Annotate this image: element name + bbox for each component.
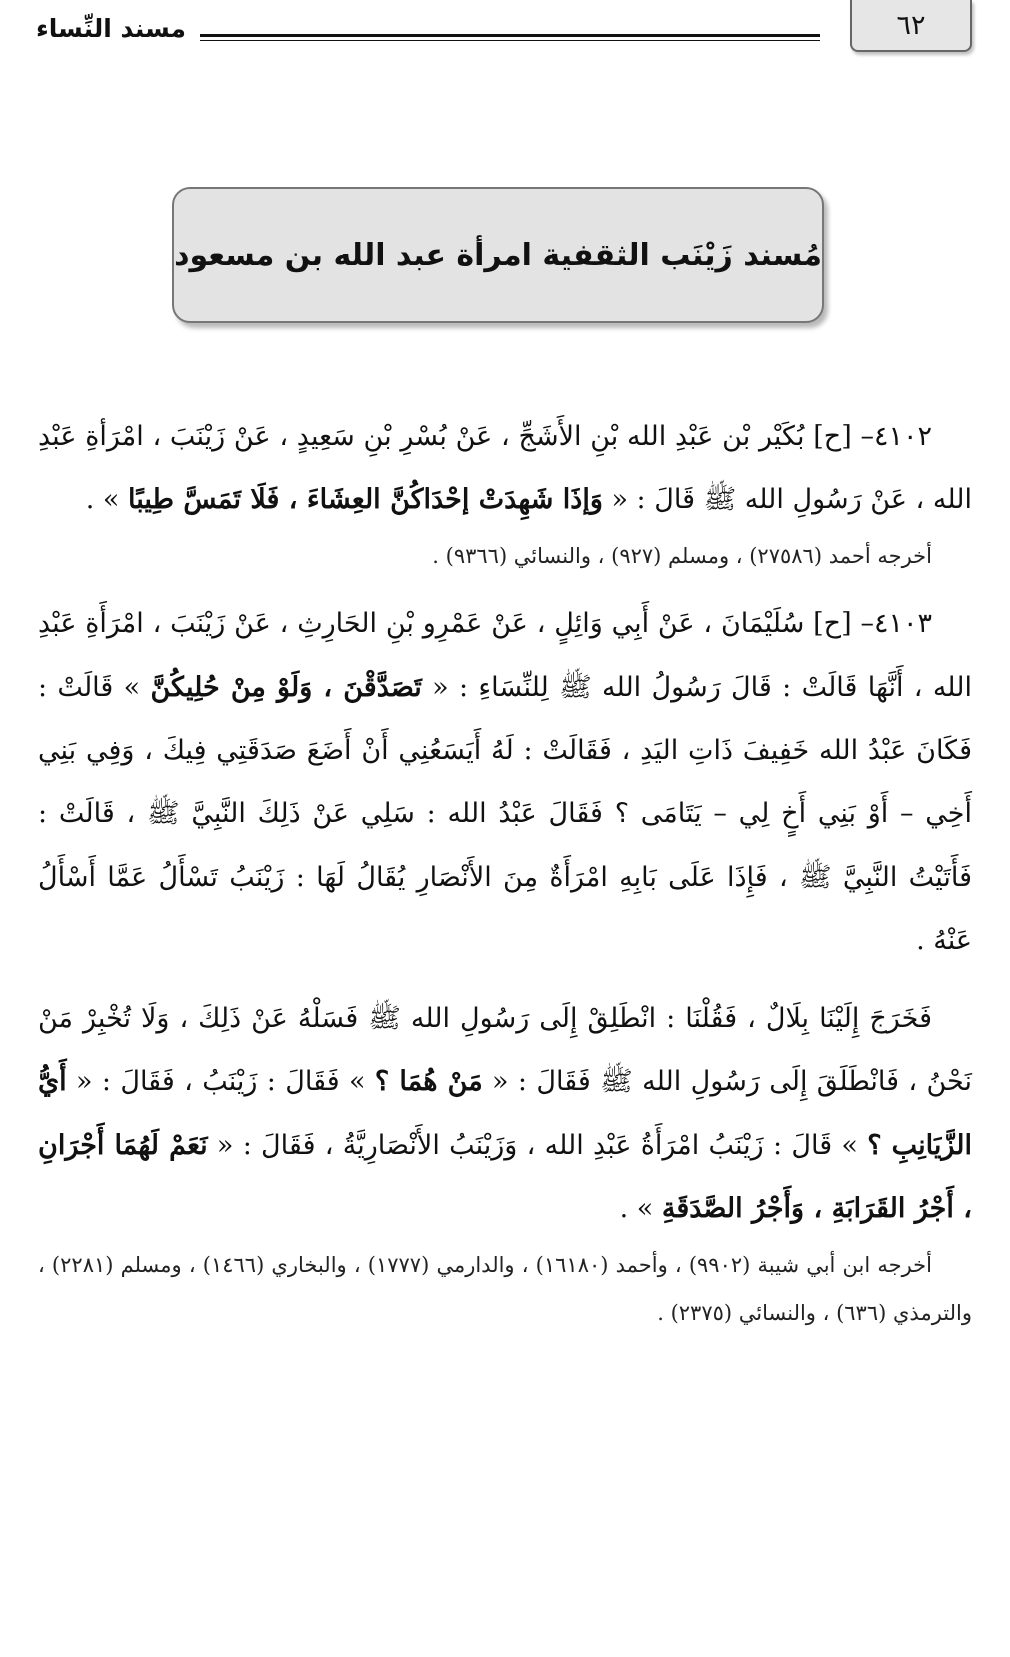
- hadith-4103-para2: [38, 987, 972, 1241]
- hadith-text-cont: » قَالَتْ : فَكَانَ عَبْدُ الله خَفِيفَ ذَاتِ اليَدِ ، فَقَالَتْ : لَهُ أَيَسَعُنِي أَنْ أَضَعَ صَدَقَتِي فِيكَ ، وَفِي بَنِي أَخِي – أَوْ بَنِي أَخٍ لِي – يَتَامَى ؟ فَقَالَ عَبْدُ الله : سَلِي عَنْ ذَلِكَ النَّبِيَّ ﷺ ، قَالَتْ : فَأَتَيْتُ النَّبِيَّ ﷺ ، فَإِذَا عَلَى بَابِهِ امْرَأَةٌ مِنَ الأَنْصَارِ يُقَالُ لَهَا : زَيْنَبُ تَسْأَلُ عَمَّا أَسْأَلُ عَنْهُ .: [38, 671, 972, 957]
- hadith-matn: وَإذَا شَهِدَتْ إحْدَاكُنَّ العِشَاءَ ، فَلَا تَمَسَّ طِيبًا: [128, 484, 603, 516]
- hadith-4103: [38, 592, 972, 973]
- section-title-box: [172, 187, 824, 323]
- hadith-number: ٤١٠٣: [873, 608, 932, 640]
- hadith-number: ٤١٠٢: [874, 421, 933, 452]
- running-head: مسند النِّساء: [36, 14, 187, 43]
- para2-bold-3: نَعَمْ لَهُمَا أَجْرَانِ ، أَجْرُ القَرَابَةِ ، وَأَجْرُ الصَّدَقَةِ: [38, 1129, 972, 1225]
- para2-text: » قَالَ : زَيْنَبُ امْرَأَةُ عَبْدِ الله ، وَزَيْنَبُ الأَنْصَارِيَّةُ ، فَقَالَ : «: [207, 1129, 868, 1161]
- main-content: [38, 405, 972, 1349]
- page-number-tab: [850, 0, 972, 52]
- para2-bold-2: أَيُّ الزَّيَانِبِ ؟: [38, 1066, 973, 1161]
- para2-text: » فَقَالَ : زَيْنَبُ ، فَقَالَ : «: [66, 1066, 375, 1098]
- takhrij-4103: أخرجه ابن أبي شيبة (٩٩٠٢) ، وأحمد (١٦١٨٠) ، والدارمي (١٧٧٧) ، والبخاري (١٤٦٦) ، ومسلم (٢٢٨١) ، والترمذي (٦٣٦) ، والنسائي (٢٣٧٥) .: [38, 1252, 972, 1325]
- hadith-text: بُكَيْر بْن عَبْدِ الله بْنِ الأَشَجِّ ، عَنْ بُسْرِ بْنِ سَعِيدٍ ، عَنْ زَيْنَبَ ، امْرَأةِ عَبْدِ الله ، عَنْ رَسُولِ الله ﷺ قَالَ : «: [38, 421, 972, 516]
- paragraph-gap: [38, 973, 972, 987]
- header-rule: [200, 34, 820, 37]
- hadith-matn: تَصَدَّقْنَ ، وَلَوْ مِنْ حُلِيكُنَّ: [150, 671, 422, 703]
- para2-bold-1: مَنْ هُمَا ؟: [374, 1066, 483, 1098]
- hadith-text-end: » .: [85, 484, 129, 516]
- para2-text: فَخَرَجَ إِلَيْنَا بِلَالٌ ، فَقُلْنَا : انْطَلِقْ إِلَى رَسُولِ الله ﷺ فَسَلْهُ عَنْ ذَلِكَ ، وَلَا تُخْبِرْ مَنْ نَحْنُ ، فَانْطَلَقَ إِلَى رَسُولِ الله ﷺ فَقَالَ : «: [38, 1002, 973, 1098]
- hadith-text: سُلَيْمَانَ ، عَنْ أَبِي وَائِلٍ ، عَنْ عَمْرِو بْنِ الحَارِثِ ، عَنْ زَيْنَبَ ، امْرَأَةِ عَبْدِ الله ، أَنَّهَا قَالَتْ : قَالَ رَسُولُ الله ﷺ لِلنِّسَاءِ : «: [38, 608, 972, 703]
- page-number: ٦٢: [896, 9, 926, 41]
- para2-text-end: » .: [619, 1193, 662, 1225]
- hadith-prefix: – [ح]: [804, 421, 874, 452]
- section-title: مُسند زَيْنَب الثقفية امرأة عبد الله بن مسعود: [174, 237, 822, 273]
- hadith-prefix: – [ح]: [804, 608, 874, 640]
- hadith-4102: [38, 405, 972, 532]
- takhrij-4102: أخرجه أحمد (٢٧٥٨٦) ، ومسلم (٩٢٧) ، والنسائي (٩٣٦٦) .: [432, 543, 932, 568]
